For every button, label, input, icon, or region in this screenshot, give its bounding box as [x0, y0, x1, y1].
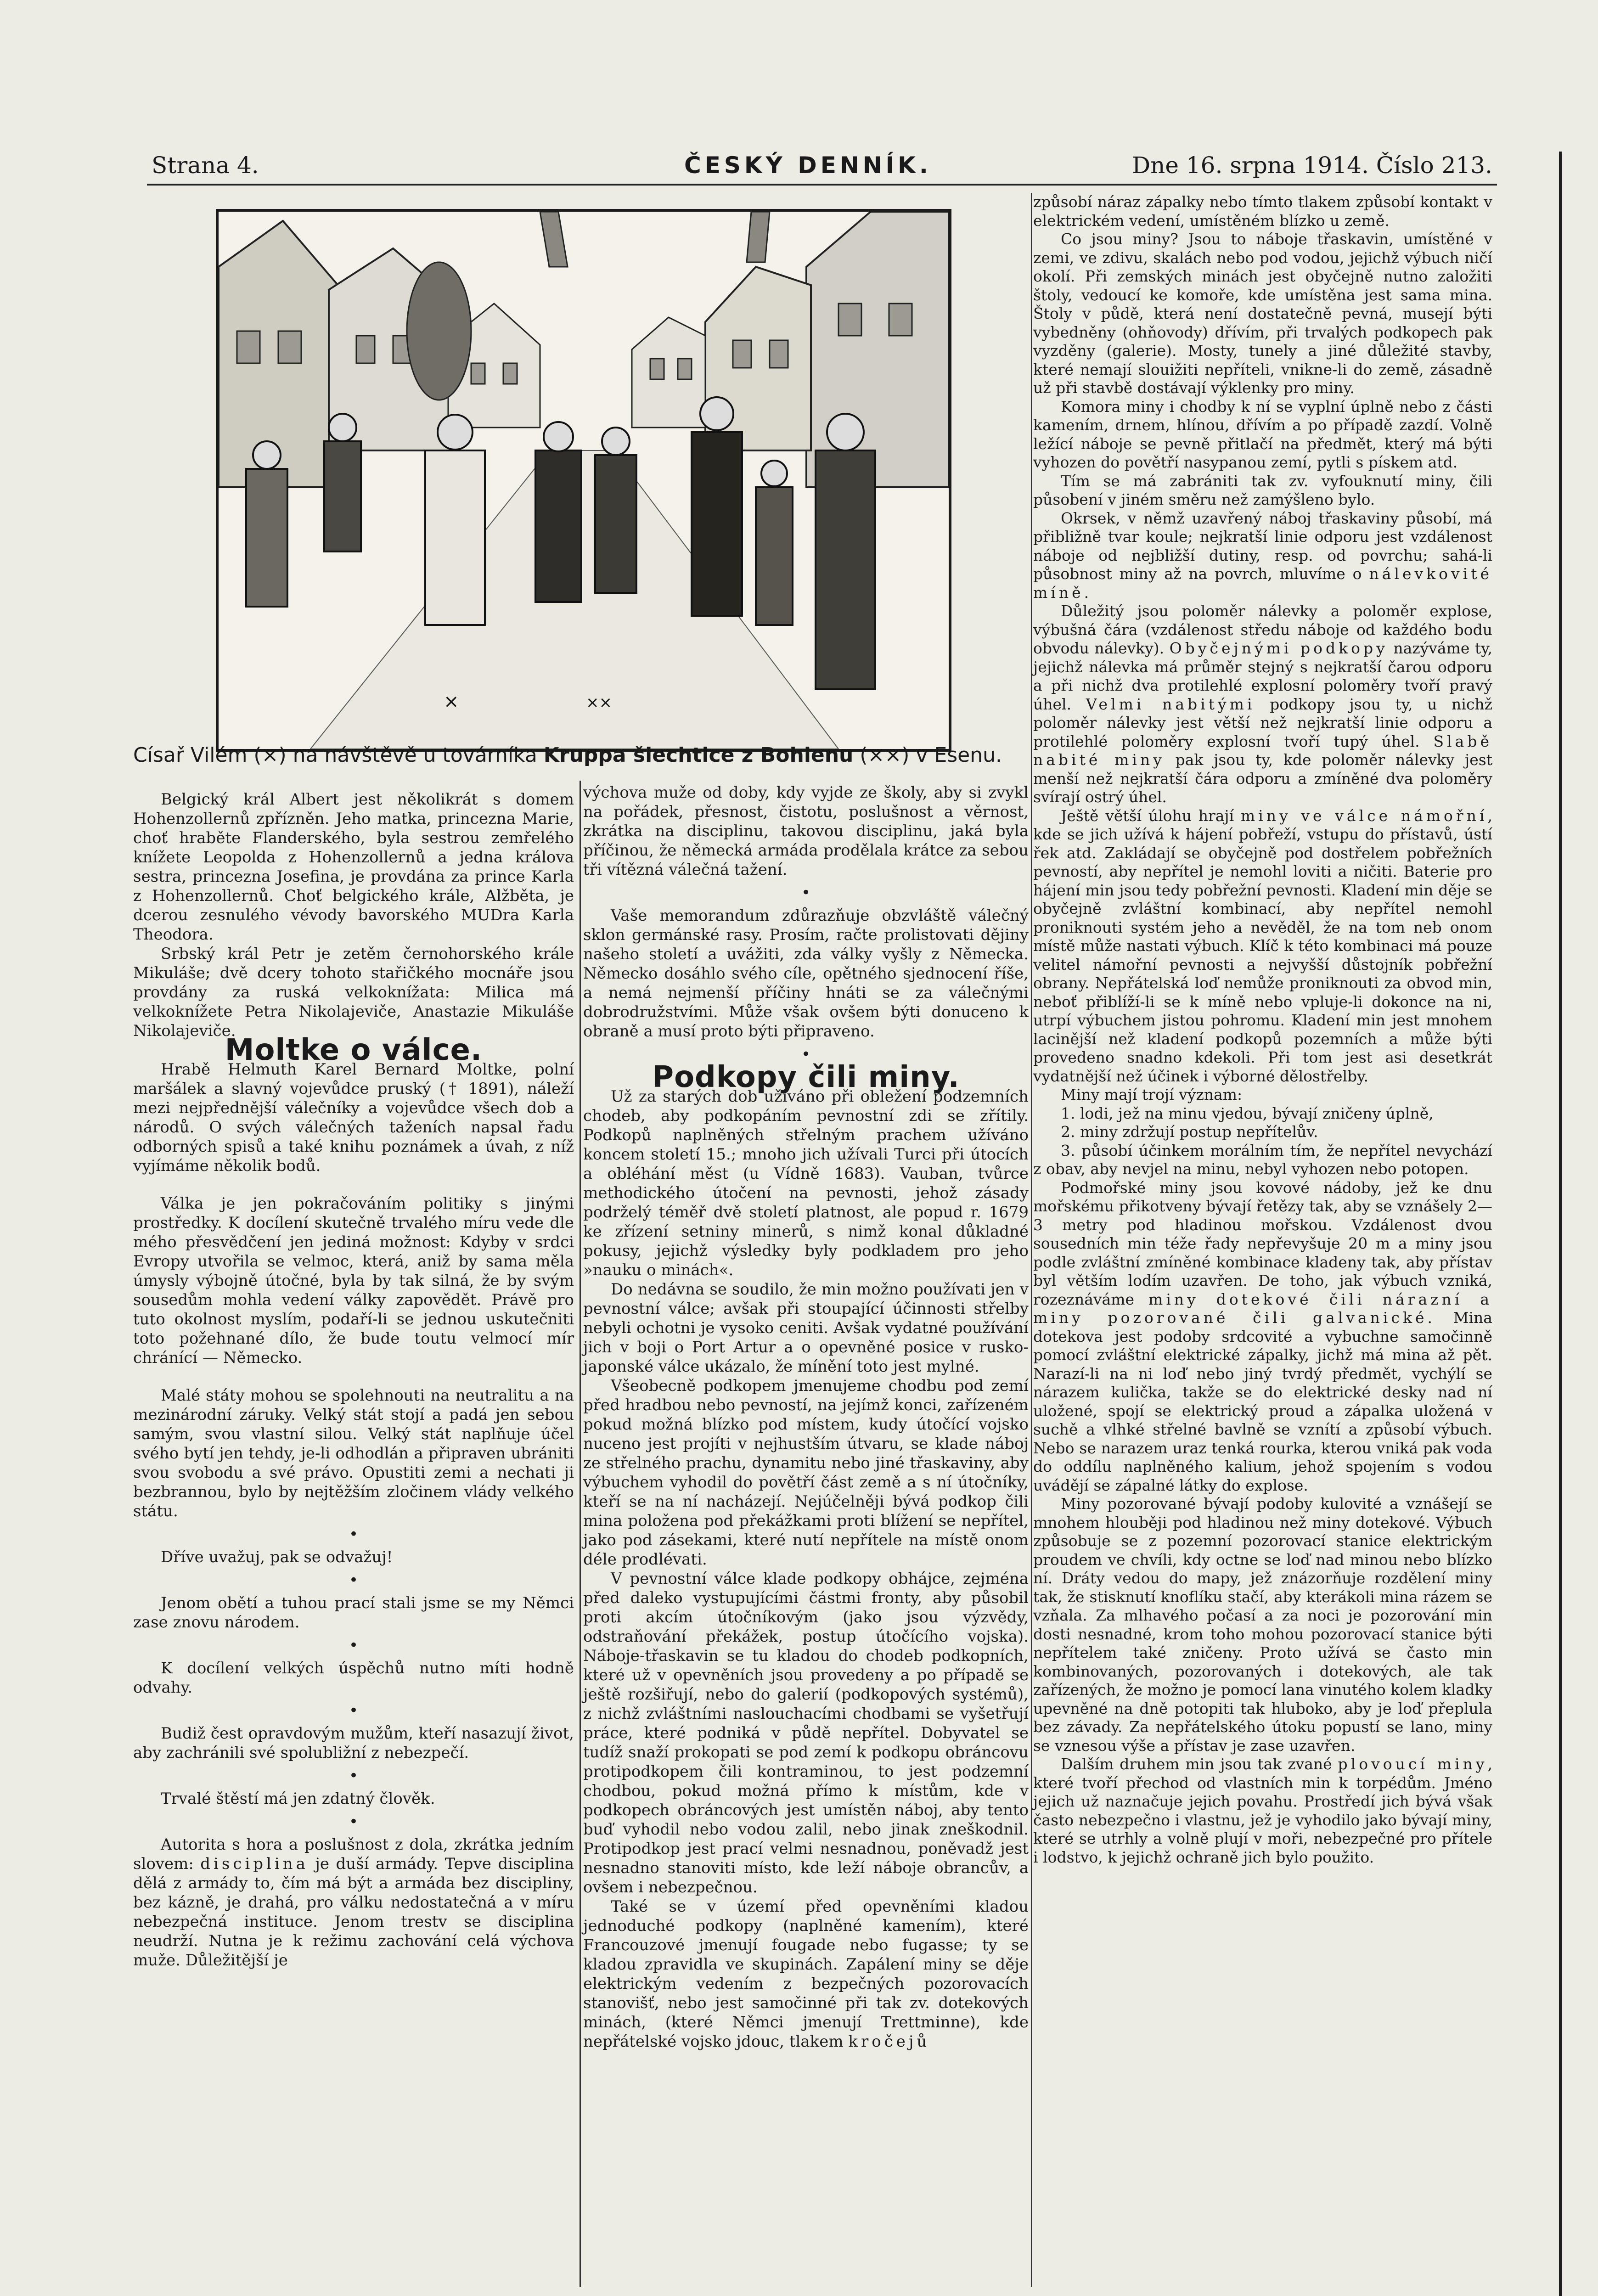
bullet-separator: • [349, 1571, 359, 1589]
article-paragraph: V pevnostní válce klade podkopy obhájce, zejména před daleko vystupujícími částmi fronty, aby působil proti akcím útočníkovým (jako jsou výzvědy, odstraňování překážek, postup útočícího vojska). Náboje-třaskavin se tu kladou do chodeb podkopních, které už v opevněních jsou provedeny a po případě se ještě rozšiřují, nebo do galerií (podkopových systémů), z nichž zvláštními naslouchacími chodbami se vyšetřují práce, které podniká v půdě nepřítel. Dobyvatel se tudíž snaží prokopati se pod zemí k podkopu obráncovu protipodkopem čili kontraminou, to jest podzemní chodbou, pokud možná přímo k místům, kde v podkopech obráncových jest umístěn náboj, aby tento buď vyhodil nebo vodou zalil, nebo jinak zneškodnil. Protipodkop jest prací velmi nesnadnou, poněvadž jest nesnadno stanoviti místo, kde leží náboje obrancův, a ovšem i nebezpečnou. [583, 1570, 1029, 1896]
text-run: . [1084, 583, 1089, 602]
list-item: 2. miny zdržují postup nepřítelův. [1061, 1123, 1318, 1141]
emphasis: Slabě nabité miny [1033, 732, 1492, 769]
emphasis: nálevkovité míně [1033, 565, 1492, 602]
svg-text:××: ×× [586, 693, 612, 712]
article-paragraph [1033, 509, 1492, 602]
article-paragraph [133, 1835, 574, 1970]
text-run: Okrsek, v němž uzavřený náboj třaskaviny působí, má přibližně tvar koule; nejkratší linie odporu jest vzdálenost náboje od nejbližší dutiny, resp. od povrchu; sahá-li působnost miny až na povrch, mluvíme o [1033, 509, 1492, 583]
page-number: Strana 4. [152, 152, 259, 179]
article-paragraph: Hrabě Helmuth Karel Bernard Moltke, polní maršálek a slavný vojevůdce pruský († 1891), náleží mezi nejpřednější válečníky a vojevůdce všech dob a národů. O svých válečných taženích napsal řadu odborných spisů a také knihu poznámek a úvah, z níž vyjímáme několik bodů. [133, 1060, 574, 1175]
text-run: nazýváme ty, jejichž nálevka má průměr stejný s nejkratší čarou odporu a při nichž dva protilehlé explosní poloměry tvoří pravý úhel. [1033, 639, 1492, 713]
bullet-separator: • [349, 1701, 359, 1720]
page-edge-rule [1559, 152, 1562, 2296]
article-paragraph: Válka je jen pokračováním politiky s jinými prostředky. K docílení skutečně trvalého míru vede dle mého přesvědčení jen jediná možnost: Kdyby v srdci Evropy utvořila se velmoc, která, aniž by sama měla úmysly výbojně útočné, byla by tak silná, že by svým sousedům mohla vedení války zapovědět. Právě pro tuto okolnost myslím, podaří-li se jednou uskutečniti toto požehnané dílo, že bude toutu velmocí mír chránící — Německo. [133, 1194, 574, 1367]
column-1 [133, 790, 574, 1970]
article-paragraph [1033, 1755, 1492, 1867]
street-scene-illustration [219, 212, 949, 749]
article-paragraph: Miny pozorované bývají podoby kulovité a vznášejí se mnohem hlouběji pod hladinou než miny dotekové. Výbuch způsobuje se z pozemní pozorovací stanice elektrickým proudem ve chvíli, kdy octne se loď nad minou nebo blízko ní. Dráty vedou do mapy, jež znázorňuje rozdělení miny tak, že stisknutí knoflíku stačí, aby kterákoli mina rázem se vzňala. Za mlhavého počasí a za noci je pozorování min dosti nesnadné, krom toho mohou pozorovací stanice býti nepřítelem také zničeny. Proto užívá se často min kombinovaných, pozorovaných i dotekových, ale tak zařízených, že možno je pomocí lana vinutého kolem kladky upevněné na dně potopiti tak hluboko, aby je loď přeplula bez závady. Za nepřátelského útoku popustí se lano, miny se vznesou výše a přístav je zase uzavřen. [1033, 1495, 1492, 1755]
article-paragraph: Belgický král Albert jest několikrát s domem Hohenzollernů zpřízněn. Jeho matka, princezna Marie, choť hraběte Flanderského, byla sestrou zemřelého knížete Leopolda z Hohenzollernů a jedna králova sestra, princezna Josefina, je provdána za prince Karla z Hohenzollernů. Choť belgického krále, Alžběta, je dcerou zesnulého vévody bavorského MUDra Karla Theodora. [133, 790, 574, 944]
text-run: Důležitý jsou poloměr nálevky a poloměr explose, výbušná čára (vzdálenost středu náboje od každého bodu obvodu nálevky). [1033, 602, 1492, 657]
emphasis: Obyčejnými podkopy [1169, 639, 1388, 657]
text-run: , které tvoří přechod od vlastních min k torpédům. Jméno jejich už naznačuje jejich povahu. Prostředí jich bývá však často nebezpečno i vlastnu, jež je vyhodilo jako bývají miny, které se utrhly a volně plují v moři, nebezpečné pro přítele i lodstvo, k jejichž ochraně jich bylo použito. [1033, 1755, 1492, 1866]
text-run: Ještě větší úlohu hrají [1061, 806, 1241, 825]
caption-name: Kruppa šlechtice z Bohlenu [543, 743, 854, 767]
column-rule-2 [1031, 193, 1032, 2287]
emphasis: disciplina [200, 1855, 309, 1873]
header-rule [147, 184, 1497, 186]
article-paragraph: Už za starých dob užíváno při obležení podzemních chodeb, aby podkopáním pevnostní zdi se zřítily. Podkopů naplněných střelným prachem užíváno koncem století 15.; mnoho jich užívali Turci při útocích a obléhání měst (u Vídně 1683). Vauban, tvůrce methodického útočení na pevnosti, jehož zásady podrželý téměř dvě století platnost, ale popud r. 1679 ke zřízení setniny minerů, s nimž konal důkladné pokusy, jejichž výsledky byly podkladem pro jeho »nauku o minách«. [583, 1087, 1029, 1279]
date-issue: Dne 16. srpna 1914. Číslo 213. [1132, 152, 1492, 179]
column-3 [1033, 193, 1492, 1867]
emphasis: Velmi nabitými [1086, 695, 1255, 713]
article-paragraph: Budiž čest opravdovým mužům, kteří nasazují život, aby zachránili své spolubližní z nebezpečí. [133, 1724, 574, 1762]
article-paragraph: Jenom obětí a tuhou prací stali jsme se my Němci zase znovu národem. [133, 1594, 574, 1632]
text-run: . Mina dotekova jest podoby srdcovité a vybuchne samočinně pomocí zvláštní elektrické zápalky, jichž má mina až pět. Narazí-li na ni loď nebo jiný tvrdý předmět, vychýlí se nárazem kulička, takže se do elektrické desky nad ní uložené, spojí se elektrický proud a zápalka uložená v suchě a vlhké střelné bavlně se vznítí a způsobí výbuch. Nebo se narazem uraz tenká rourka, kterou vniká pak voda do oddílu naplněného kalium, jehož spojením s vodou uvádějí se zápalné látky do explose. [1033, 1309, 1492, 1494]
article-paragraph: výchova muže od doby, kdy vyjde ze školy, aby si zvykl na pořádek, přesnost, čistotu, poslušnost a věrnost, zkrátka na disciplinu, takovou disciplinu, jaká byla příčinou, že německá armáda prodělala krátce za sebou tři vítězná válečná tažení. [583, 783, 1029, 879]
caption-location: (××) v Esenu. [853, 743, 1002, 767]
text-run: podkopy jsou ty, u nichž poloměr nálevky jest větší než nejkratší linie odporu a protilehlé poloměry explosní tvoří tupý úhel. [1033, 695, 1492, 750]
list-item: 3. působí účinkem morálním tím, že nepřítel nevychází z obav, aby nevjel na minu, nebyl vyhozen nebo potopen. [1033, 1141, 1492, 1178]
bullet-separator: • [349, 1525, 359, 1543]
column-2 [583, 783, 1029, 2051]
caption-text: Císař Vilém (×) na návštěvě u továrníka [133, 743, 544, 767]
text-run: Dalším druhem min jsou tak zvané [1061, 1755, 1338, 1773]
article-paragraph [583, 1897, 1029, 2051]
article-paragraph: Miny mají trojí význam: [1061, 1086, 1243, 1103]
headline-moltke: Moltke o válce. [225, 1033, 483, 1067]
article-paragraph: způsobí náraz zápalky nebo tímto tlakem způsobí kontakt v elektrickém vedení, umístěném blízko u země. [1033, 193, 1492, 230]
article-paragraph: Co jsou miny? Jsou to náboje třaskavin, umístěné v zemi, ve zdivu, skalách nebo pod vodou, jejichž výbuch ničí okolí. Při zemských minách jest obyčejně nutno založiti štoly, vedoucí ke komoře, kde umístěna jest sama mina. Štoly v půdě, která není dostatečně pevná, musejí býti vybedněny (ohňovody) dřívím, při trvalých podkopech pak vyzděny (galerie). Mosty, tunely a jiné důležité stavby, které nemají slouižiti nepříteli, vnikne-li do země, zásadně už při stavbě dostávají výklenky pro miny. [1033, 230, 1492, 397]
article-paragraph [1033, 602, 1492, 807]
text-run: Podmořské miny jsou kovové nádoby, jež ke dnu mořskému přikotveny bývají řetězy tak, aby se vznášely 2—3 metry pod hladinou mořskou. Vzdálenost dvou sousedních min téže řady nepřevyšuje 20 m a miny jsou podle zvláštní zmíněné kombinace kladeny tak, aby přístav byl větším lodím uzavřen. De toho, jak výbuch vzniká, rozeznáváme [1033, 1178, 1492, 1308]
emphasis: miny ve válce námořní [1240, 806, 1488, 825]
illustration-frame [216, 209, 951, 752]
svg-text:×: × [444, 691, 459, 712]
page-header [152, 147, 1492, 184]
article-paragraph: Tím se má zabrániti tak zv. vyfouknutí miny, čili působení v jiném směru než zamýšleno bylo. [1033, 472, 1492, 508]
article-paragraph: Do nedávna se soudilo, že min možno používati jen v pevnostní válce; avšak při stoupající účinnosti střelby nebyli ochotni je vysoko ceniti. Avšak vydatné používání jich v boji o Port Artur a o opevněné posice v rusko-japonské válce ukázalo, že mínění toto jest mylné. [583, 1280, 1029, 1376]
text-run: Také se v území před opevněními kladou jednoduché podkopy (naplněné kamením), které Francouzové jmenují fougade nebo fugasse; ty se kladou zpravidla ve skupinách. Zapálení miny se děje elektrickým vedením z bezpečných pozorovacích stanovišť, nebo jest samočinné při tak zv. dotekových minách, (které Němci jmenují Trettminne), kde nepřátelské vojsko jdouc, tlakem [583, 1897, 1029, 2051]
article-paragraph: K docílení velkých úspěchů nutno míti hodně odvahy. [133, 1659, 574, 1697]
article-paragraph: Komora miny i chodby k ní se vyplní úplně nebo z části kamením, drnem, hlínou, dřívím a po případě zazdí. Volně ležící náboje se pevně přitlačí na předmět, který má býti vyhozen do povětří nasypanou zemí, pytli s pískem atd. [1033, 397, 1492, 471]
bullet-separator: • [801, 1045, 811, 1064]
text-run: je duší armády. Tepve disciplina dělá z armády to, čím má být a armáda bez discipliny, bez kázně, je drahá, pro válku nedostatečná a v míru nebezpečná instituce. Jenom trestv se disciplina neudrží. Nutna je k režimu zachování celá výchova muže. Důležitější je [133, 1855, 574, 1970]
article-paragraph: Srbský král Petr je zetěm černohorského krále Mikuláše; dvě dcery tohoto stařičkého mocnáře jsou provdány za ruská velkoknížata: Milica má velkoknížete Petra Nikolajeviče, Anastazie Mikuláše Nikolajeviče. [133, 945, 574, 1040]
article-paragraph: Malé státy mohou se spolehnouti na neutralitu a na mezinárodní záruky. Velký stát stojí a padá jen sebou samým, svou vlastní silou. Velký stát naplňuje účel svého bytí jen tehdy, je-li odhodlán a připraven ubrániti svou svobodu a své právo. Opustiti zemi a nechati ji bezbrannou, bylo by nejtěžším zločinem vlády velkého státu. [133, 1386, 574, 1520]
article-paragraph: Vaše memorandum zdůrazňuje obzvláště válečný sklon germánské rasy. Prosím, račte prolistovati dějiny našeho století a uvážiti, zda války vyšly z Německa. Německo dosáhlo svého cíle, opětného sjednocení říše, a nemá nejmenší příčiny hnáti se za válečnými dobrodružstvími. Může však ovšem býti donuceno k obraně a musí proto býti připraveno. [583, 906, 1029, 1041]
bullet-separator: • [349, 1767, 359, 1785]
illustration-caption [133, 739, 1033, 771]
bullet-separator: • [349, 1812, 359, 1831]
article-paragraph [1033, 1179, 1492, 1495]
text-run: pak jsou ty, kde poloměr nálevky jest menší než nejkratší čára odporu a zmíněné dva poloměry svírají ostrý úhel. [1033, 751, 1492, 806]
bullet-separator: • [801, 884, 811, 902]
article-paragraph: Trvalé štěstí má jen zdatný člověk. [161, 1790, 435, 1808]
text-run: Autorita s hora a poslušnost z dola, zkrátka jedním slovem: [133, 1835, 574, 1873]
emphasis: miny dotekové čili nárazní a miny pozorované čili galvanické [1033, 1290, 1492, 1327]
bullet-separator: • [349, 1636, 359, 1654]
emphasis: plovoucí miny [1338, 1755, 1488, 1773]
column-rule-1 [580, 781, 581, 2287]
text-run: , kde se jich užívá k hájení pobřeží, vstupu do přístavů, ústí řek atd. Zakládají se obyčejně pod dostřelem pobřežních pevností, aby nepřítel je nemohl loviti a ničiti. Baterie pro hájení min jsou tedy pobřežní pevnosti. Kladení min děje se obyčejně zvláštní kombinací, aby nepřítel nemohl proniknouti systém jeho a nevěděl, že na tom neb onom místě může nastati výbuch. Klíč k této kombinaci má pouze velitel námořní pevnosti a nejvyšší důstojník pobřežní obrany. Nepřátelská loď nemůže proniknouti za obvod min, neboť přiblíží-li se k míně nebo vpluje-li dokonce na ni, utrpí výbuchem jistou pohromu. Kladení min jest mnohem lacinější než kladení podkopů pozemních a může býti provedeno snadno kdekoli. Při tom jest asi desetkrát vydatnější než účinek i výborné dělostřelby. [1033, 806, 1492, 1085]
emphasis: kročejů [848, 2032, 930, 2051]
article-paragraph [1033, 807, 1492, 1086]
article-paragraph: Dříve uvažuj, pak se odvažuj! [161, 1548, 393, 1566]
headline-podkopy: Podkopy čili miny. [652, 1060, 960, 1094]
article-paragraph: Všeobecně podkopem jmenujeme chodbu pod zemí před hradbou nebo pevností, na jejímž konci, zařízeném pokud možná blízko pod místem, kudy útočící vojsko nuceno jest projíti v nejhustším útvaru, se klade náboj ze střelného prachu, dynamitu nebo jiné třaskaviny, aby výbuchem vyhodil do povětří část země a s ní útočníky, kteří se na ní nacházejí. Nejúčelněji bývá podkop čili mina položena pod překážkami proti blížení se nepřítel, jako pod zásekami, které nutí nepřítele na místě onom déle prodlévati. [583, 1377, 1029, 1569]
list-item: 1. lodi, jež na minu vjedou, bývají zničeny úplně, [1061, 1104, 1434, 1122]
masthead: ČESKÝ DENNÍK. [684, 152, 932, 179]
